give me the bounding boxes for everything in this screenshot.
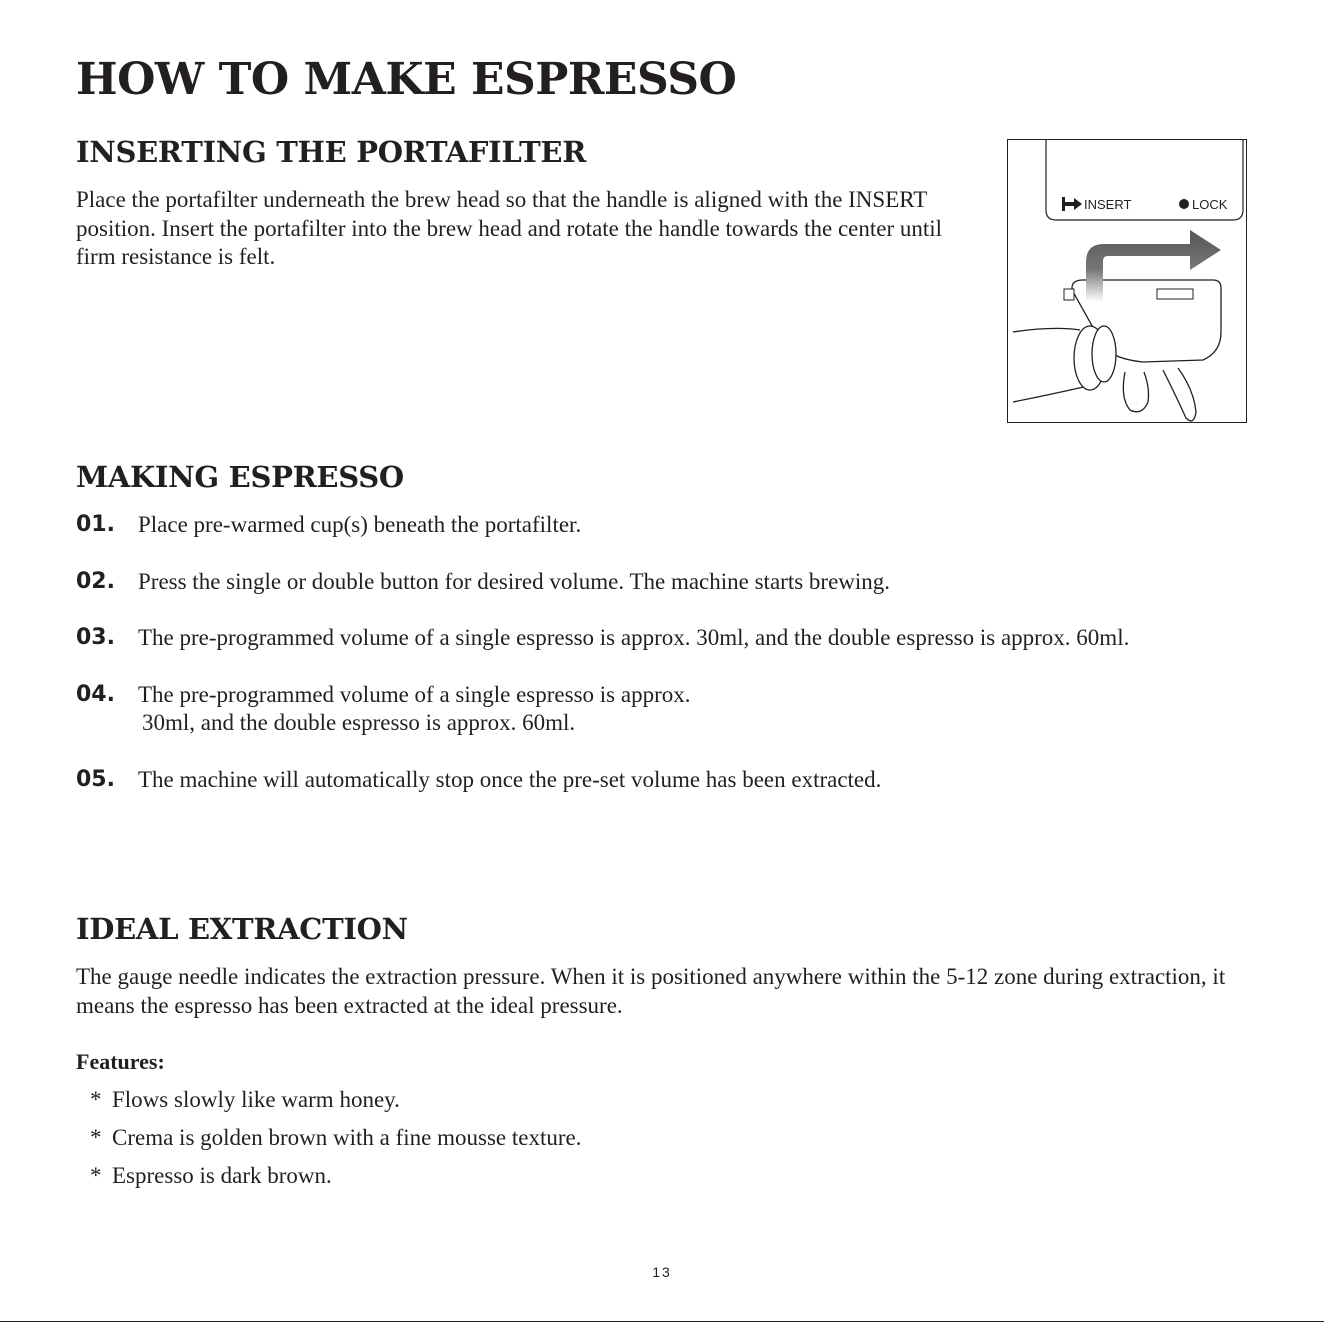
making-heading: MAKING ESPRESSO bbox=[76, 460, 404, 494]
list-item bbox=[90, 1124, 581, 1162]
bullet: * bbox=[90, 1163, 102, 1188]
insert-tab bbox=[1064, 289, 1074, 300]
list-item bbox=[90, 1086, 581, 1124]
step-number: 03. bbox=[76, 625, 115, 650]
step-item bbox=[76, 681, 1276, 737]
step-text: Press the single or double button for desired volume. The machine starts brewing. bbox=[138, 569, 891, 594]
ideal-heading: IDEAL EXTRACTION bbox=[76, 912, 408, 946]
insert-marker-icon bbox=[1062, 197, 1082, 211]
step-text: Place pre-warmed cup(s) beneath the portafilter. bbox=[138, 512, 582, 537]
step-item bbox=[76, 568, 1276, 596]
step-item bbox=[76, 624, 1276, 652]
step-number: 05. bbox=[76, 767, 115, 792]
portafilter-illustration bbox=[1007, 139, 1247, 423]
lock-tab bbox=[1157, 289, 1193, 299]
step-text: The machine will automatically stop once the pre-set volume has been extracted. bbox=[138, 767, 882, 792]
page-number: 13 bbox=[652, 1264, 672, 1280]
feature-text: Crema is golden brown with a fine mousse texture. bbox=[112, 1125, 582, 1150]
step-text-line: The pre-programmed volume of a single espresso is approx. bbox=[138, 682, 691, 707]
list-item bbox=[90, 1162, 581, 1200]
spout-left bbox=[1123, 372, 1148, 412]
bottom-rule bbox=[0, 1321, 1324, 1322]
bullet: * bbox=[90, 1087, 102, 1112]
inserting-heading: INSERTING THE PORTAFILTER bbox=[76, 135, 587, 169]
lock-dot-icon bbox=[1179, 199, 1189, 209]
step-item bbox=[76, 766, 1276, 794]
feature-text: Espresso is dark brown. bbox=[112, 1163, 332, 1188]
spout-right bbox=[1163, 368, 1196, 421]
ideal-paragraph: The gauge needle indicates the extraction pressure. When it is positioned anywhere within the 5-12 zone during extraction, it means the espresso has been extracted at the ideal pressure. bbox=[76, 964, 1226, 1018]
features-list bbox=[90, 1086, 581, 1200]
insert-label: INSERT bbox=[1084, 197, 1132, 212]
features-label: Features: bbox=[76, 1049, 165, 1074]
page-title: HOW TO MAKE ESPRESSO bbox=[76, 54, 737, 105]
inserting-paragraph: Place the portafilter underneath the brew head so that the handle is aligned with the INSERT position. Insert the portafilter into the brew head and rotate the handle towards the center until firm resistance is felt. bbox=[76, 187, 943, 269]
bullet: * bbox=[90, 1125, 102, 1150]
feature-text: Flows slowly like warm honey. bbox=[112, 1087, 400, 1112]
step-number: 04. bbox=[76, 682, 115, 707]
step-number: 02. bbox=[76, 569, 115, 594]
lock-label: LOCK bbox=[1192, 197, 1228, 212]
step-text bbox=[138, 681, 1276, 737]
step-number: 01. bbox=[76, 512, 115, 537]
step-text: The pre-programmed volume of a single espresso is approx. 30ml, and the double espresso is approx. 60ml. bbox=[138, 625, 1130, 650]
portafilter-diagram bbox=[1008, 140, 1247, 423]
step-item bbox=[76, 511, 1276, 539]
step-text-line: 30ml, and the double espresso is approx. 60ml. bbox=[142, 710, 576, 735]
